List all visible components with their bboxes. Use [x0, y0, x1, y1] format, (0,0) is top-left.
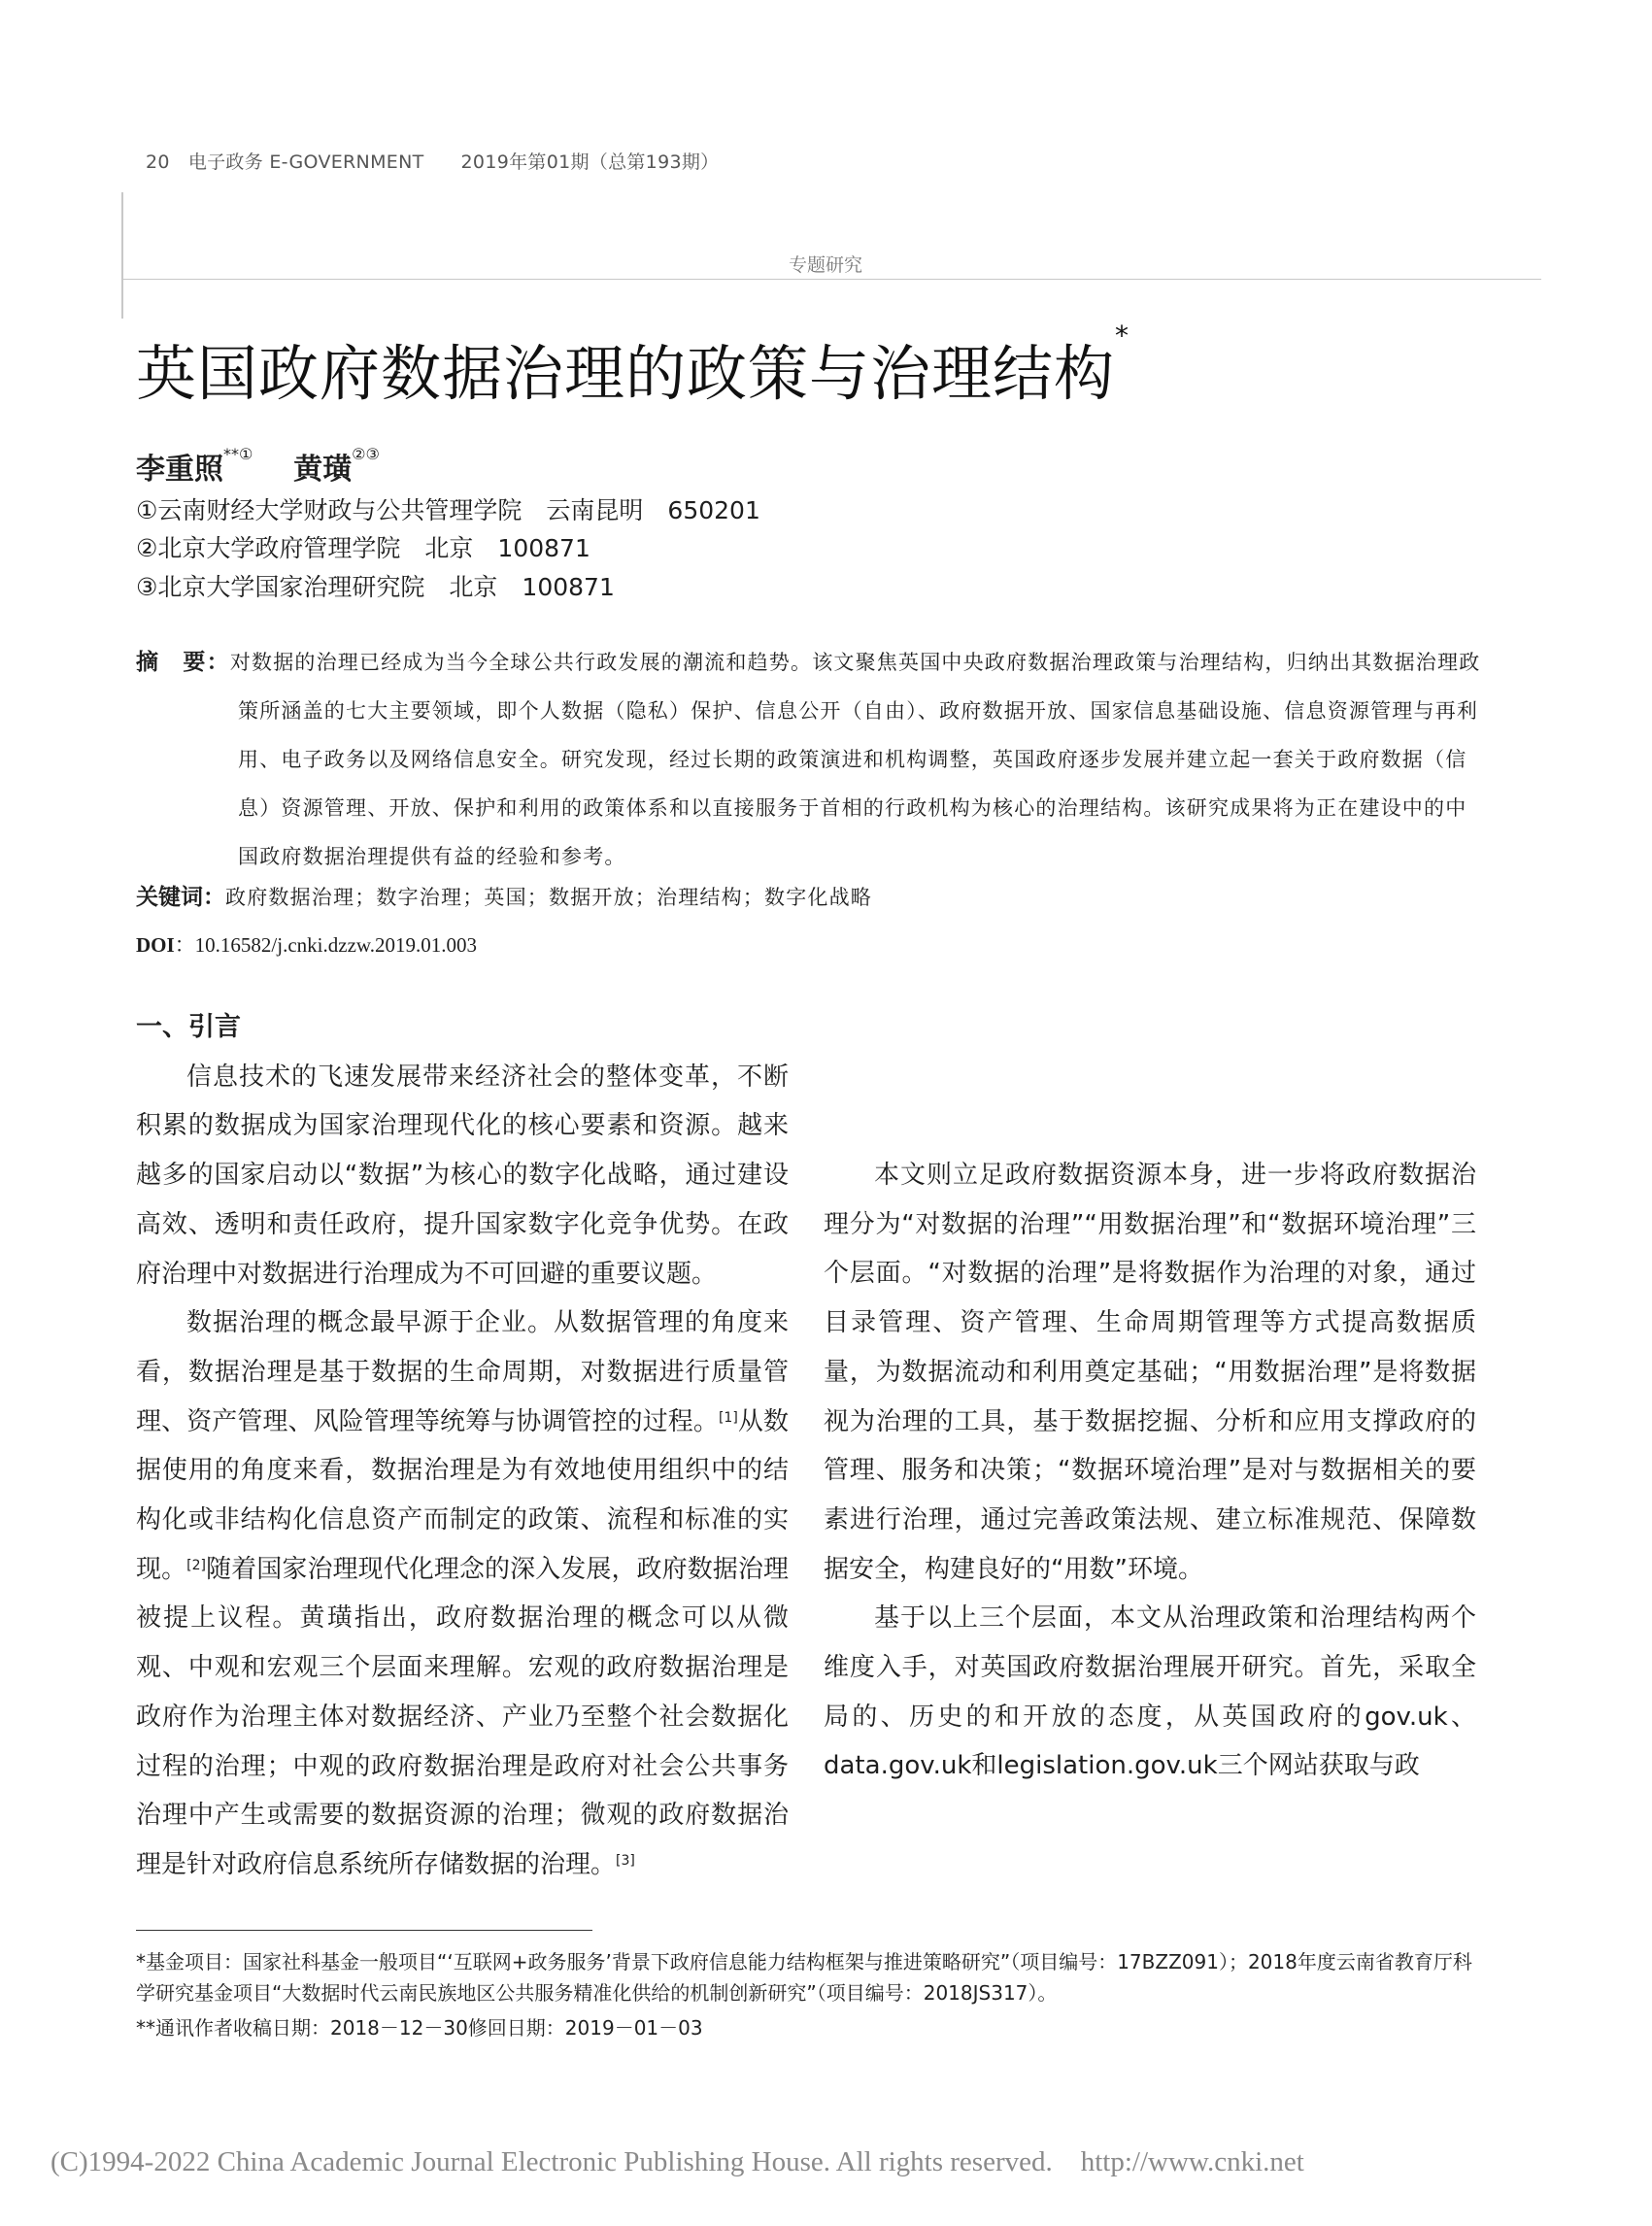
affiliation: ③北京大学国家治理研究院 北京 100871	[136, 573, 615, 601]
section-divider	[121, 279, 1541, 280]
abstract	[136, 638, 1481, 881]
title-footnote-mark: *	[1115, 320, 1130, 352]
paragraph-continuation	[824, 1003, 1476, 1151]
keywords-label: 关键词：	[136, 885, 225, 910]
doi-label: DOI	[136, 933, 175, 957]
doi-value: ：10.16582/j.cnki.dzzw.2019.01.003	[174, 933, 477, 957]
paragraph: 信息技术的飞速发展带来经济社会的整体变革，不断积累的数据成为国家治理现代化的核心要素和资源。越来越多的国家启动以“数据”为核心的数字化战略，通过建设高效、透明和责任政府，提升国家数字化竞争优势。在政府治理中对数据进行治理成为不可回避的重要议题。	[136, 1062, 789, 1289]
dates-row	[136, 2012, 1481, 2043]
abstract-body	[136, 638, 1481, 881]
abstract-label: 摘 要：	[136, 650, 230, 675]
paragraph-text: 随着国家治理现代化理念的深入发展，政府数据治理被提上议程。黄璜指出，政府数据治理的概念可以从微观、中观和宏观三个层面来理解。宏观的政府数据治理是政府作为治理主体对数据经济、产业乃至整个社会数据化过程的治理；中观的政府数据治理是政府对社会公共事务治理中产生或需要的数据资源的治理；微观的政府数据治理是针对政府信息系统所存储数据的治理。	[136, 1554, 789, 1879]
citation-ref: [3]	[616, 1852, 635, 1869]
paragraph-text: 数据治理的概念最早源于企业。从数据管理的角度来看，数据治理是基于数据的生命周期，对数据进行质量管理、资产管理、风险管理等统筹与协调管控的过程。	[136, 1308, 789, 1436]
paper-title	[136, 320, 1130, 412]
author-marks: **①	[223, 445, 253, 463]
keywords	[136, 879, 872, 911]
affiliation: ①云南财经大学财政与公共管理学院 云南昆明 650201	[136, 496, 760, 524]
author-name: 黄璜	[293, 453, 353, 487]
footnotes	[136, 1946, 1481, 2043]
page-number: 20	[146, 152, 170, 173]
corresponding-author-note: **通讯作者	[136, 2016, 233, 2040]
citation-ref: [1]	[718, 1409, 738, 1426]
section-heading: 一、引言	[136, 1012, 241, 1042]
issue-info: 2019年第01期（总第193期）	[460, 152, 720, 173]
journal-name: 电子政务 E-GOVERNMENT	[187, 152, 424, 173]
author-marks: ②③	[352, 445, 380, 463]
paragraph: 本文则立足政府数据资源本身，进一步将政府数据治理分为“对数据的治理”“用数据治理”和“数据环境治理”三个层面。“对数据的治理”是将数据作为治理的对象，通过目录管理、资产管理、生命周期管理等方式提高数据质量，为数据流动和利用奠定基础；“用数据治理”是将数据视为治理的工具，基于数据挖掘、分析和应用支撑政府的管理、服务和决策；“数据环境治理”是对与数据相关的要素进行治理，通过完善政策法规、建立标准规范、保障数据安全，构建良好的“用数”环境。	[824, 1161, 1476, 1584]
body-column-right	[824, 1003, 1476, 1791]
received-date: 收稿日期：2018－12－30	[233, 2016, 468, 2040]
paragraph-text: 从数据使用的角度来看，数据治理是为有效地使用组织中的结构化或非结构化信息资产而制定的政策、流程和标准的实现。	[136, 1406, 789, 1584]
copyright-line: (C)1994-2022 China Academic Journal Electronic Publishing House. All rights reserved. http://www.cnki.net	[51, 2146, 1304, 2177]
section-tag: 专题研究	[788, 254, 862, 276]
paragraph: 基于以上三个层面，本文从治理政策和治理结构两个维度入手，对英国政府数据治理展开研究。首先，采取全局的、历史的和开放的态度，从英国政府的gov.uk、data.gov.uk和legislation.gov.uk三个网站获取与政	[824, 1603, 1476, 1781]
abstract-text: 对数据的治理已经成为当今全球公共行政发展的潮流和趋势。该文聚焦英国中央政府数据治理政策与治理结构，归纳出其数据治理政策所涵盖的七大主要领域，即个人数据（隐私）保护、信息公开（自由）、政府数据开放、国家信息基础设施、信息资源管理与再利用、电子政务以及网络信息安全。研究发现，经过长期的政策演进和机构调整，英国政府逐步发展并建立起一套关于政府数据（信息）资源管理、开放、保护和利用的政策体系和以直接服务于首相的行政机构为核心的治理结构。该研究成果将为正在建设中的中国政府数据治理提供有益的经验和参考。	[229, 651, 1481, 868]
fund-note: *基金项目：国家社科基金一般项目“‘互联网+政务服务’背景下政府信息能力结构框架与推进策略研究”（项目编号：17BZZ091）；2018年度云南省教育厅科学研究基金项目“大数据时代云南民族地区公共服务精准化供给的机制创新研究”（项目编号：2018JS317）。	[136, 1950, 1472, 2005]
affiliation: ②北京大学政府管理学院 北京 100871	[136, 534, 590, 562]
title-text: 英国政府数据治理的政策与治理结构	[136, 338, 1116, 409]
author-name: 李重照	[136, 453, 223, 487]
footnote-rule	[136, 1930, 592, 1931]
author-list	[136, 445, 380, 488]
citation-ref: [2]	[186, 1557, 207, 1573]
doi	[136, 929, 477, 959]
revised-date: 修回日期：2019－01－03	[467, 2016, 703, 2040]
running-header	[146, 148, 719, 174]
keywords-text: 政府数据治理；数字治理；英国；数据开放；治理结构；数字化战略	[225, 886, 872, 909]
body-column-left	[136, 1003, 789, 1904]
paragraph	[136, 1298, 789, 1889]
